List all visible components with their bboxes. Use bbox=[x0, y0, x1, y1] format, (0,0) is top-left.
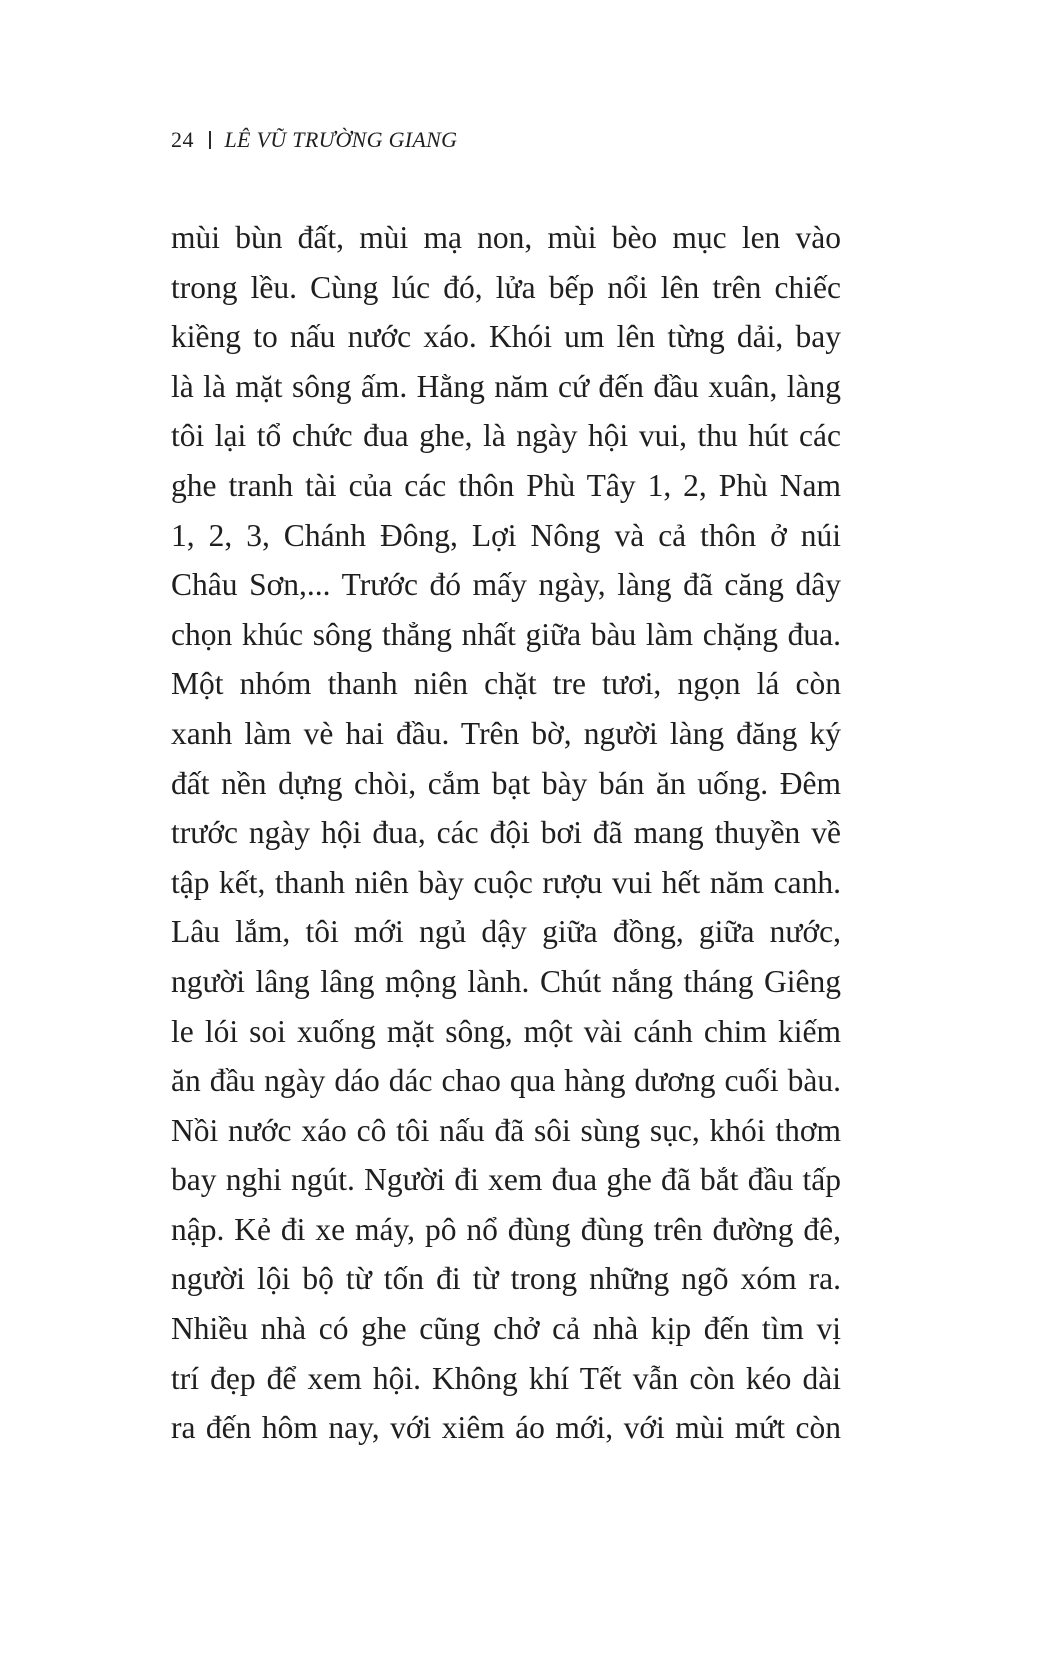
author-name: LÊ VŨ TRƯỜNG GIANG bbox=[224, 127, 458, 152]
text-line: trí đẹp để xem hội. Không khí Tết vẫn còn kéo dài bbox=[171, 1360, 841, 1396]
page-number: 24 bbox=[171, 127, 194, 152]
text-line: đất nền dựng chòi, cắm bạt bày bán ăn uống. Đêm bbox=[171, 765, 841, 801]
text-line: tập kết, thanh niên bày cuộc rượu vui hết năm canh. bbox=[171, 864, 841, 900]
text-line: bay nghi ngút. Người đi xem đua ghe đã bắt đầu tấp bbox=[171, 1162, 841, 1198]
body-text bbox=[171, 213, 841, 1453]
text-line: nập. Kẻ đi xe máy, pô nổ đùng đùng trên đường đê, bbox=[171, 1211, 841, 1247]
text-line: chọn khúc sông thẳng nhất giữa bàu làm chặng đua. bbox=[171, 616, 841, 652]
text-line: Nồi nước xáo cô tôi nấu đã sôi sùng sục, khói thơm bbox=[171, 1112, 841, 1148]
text-line: Một nhóm thanh niên chặt tre tươi, ngọn lá còn bbox=[171, 666, 841, 702]
text-line: Châu Sơn,... Trước đó mấy ngày, làng đã căng dây bbox=[171, 567, 841, 603]
text-line: Lâu lắm, tôi mới ngủ dậy giữa đồng, giữa nước, bbox=[171, 914, 841, 950]
header-separator bbox=[209, 131, 211, 149]
text-line: kiềng to nấu nước xáo. Khói um lên từng dải, bay bbox=[171, 319, 841, 355]
running-head bbox=[171, 126, 457, 154]
text-line: ghe tranh tài của các thôn Phù Tây 1, 2, Phù Nam bbox=[171, 467, 841, 503]
text-line: trước ngày hội đua, các đội bơi đã mang thuyền về bbox=[171, 815, 841, 851]
text-line: 1, 2, 3, Chánh Đông, Lợi Nông và cả thôn ở núi bbox=[171, 517, 841, 553]
text-line: xanh làm vè hai đầu. Trên bờ, người làng đăng ký bbox=[171, 715, 841, 751]
text-line: mùi bùn đất, mùi mạ non, mùi bèo mục len vào bbox=[171, 220, 841, 255]
text-line: người lội bộ từ tốn đi từ trong những ngõ xóm ra. bbox=[171, 1261, 841, 1297]
text-line: người lâng lâng mộng lành. Chút nắng tháng Giêng bbox=[171, 963, 841, 999]
text-line: Nhiều nhà có ghe cũng chở cả nhà kịp đến tìm vị bbox=[171, 1311, 841, 1347]
text-line: le lói soi xuống mặt sông, một vài cánh chim kiếm bbox=[171, 1013, 841, 1049]
text-line: tôi lại tổ chức đua ghe, là ngày hội vui, thu hút các bbox=[171, 418, 841, 454]
text-line: là là mặt sông ấm. Hằng năm cứ đến đầu xuân, làng bbox=[171, 368, 841, 404]
text-line: ăn đầu ngày dáo dác chao qua hàng dương cuối bàu. bbox=[171, 1063, 841, 1099]
text-line: ra đến hôm nay, với xiêm áo mới, với mùi mứt còn bbox=[171, 1410, 841, 1446]
text-line: trong lều. Cùng lúc đó, lửa bếp nổi lên trên chiếc bbox=[171, 269, 841, 305]
